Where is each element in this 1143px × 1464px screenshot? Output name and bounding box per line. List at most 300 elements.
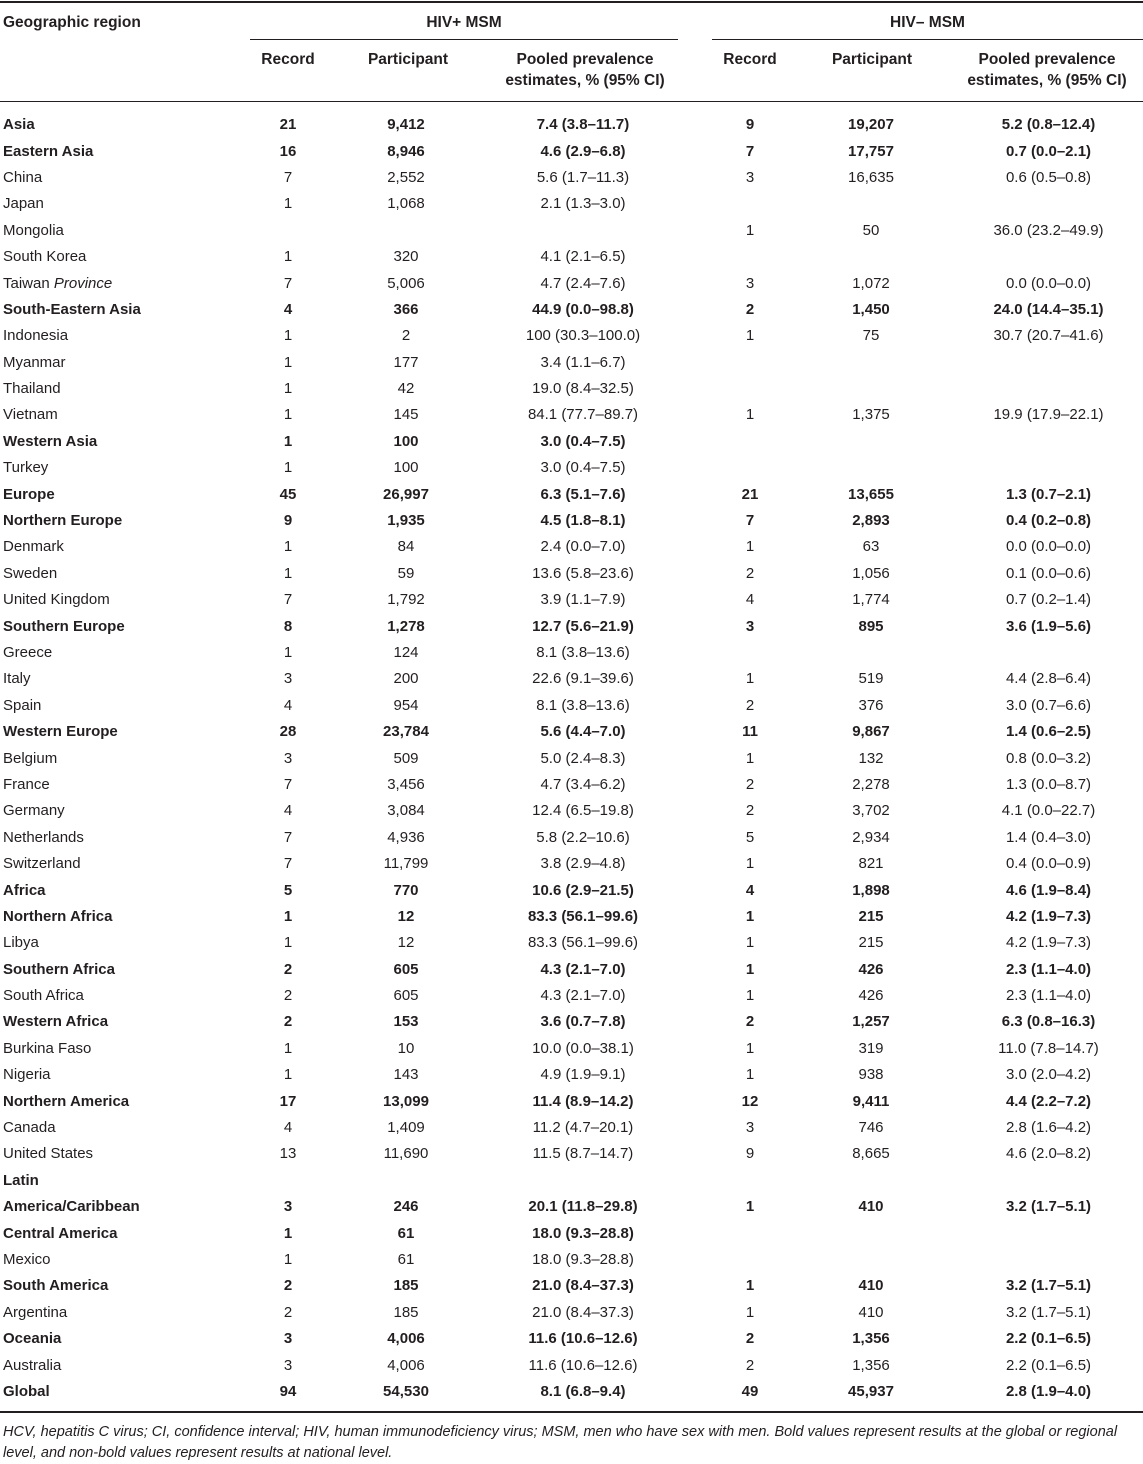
- cell-neg-participant: 9,867: [852, 723, 890, 741]
- table-row: [0, 191, 1143, 217]
- table-row: [0, 930, 1143, 956]
- cell-spacer: [680, 1379, 712, 1405]
- cell-pos-participant: 770: [393, 881, 419, 899]
- cell-neg-participant: 19,207: [848, 116, 894, 134]
- cell-neg-record: 1: [745, 1277, 755, 1295]
- cell-pos-record: 2: [283, 987, 293, 1005]
- cell-region: [0, 508, 250, 534]
- cell-pos-estimate: 83.3 (56.1–99.6): [527, 934, 639, 952]
- table-row: [0, 481, 1143, 507]
- cell-region: [0, 640, 250, 666]
- cell-pos-record: 4: [283, 1119, 293, 1137]
- cell-pos-estimate: 100 (30.3–100.0): [525, 327, 641, 345]
- cell-pos-estimate: 11.4 (8.9–14.2): [532, 1092, 634, 1110]
- cell-spacer: [680, 798, 712, 824]
- header-neg-record: Record: [723, 51, 777, 68]
- cell-pos-record: 21: [279, 116, 297, 134]
- cell-neg-participant: 1,898: [852, 881, 890, 899]
- cell-neg-participant: 8,665: [852, 1145, 890, 1163]
- cell-pos-participant: 100: [393, 459, 419, 477]
- cell-pos-participant: 23,784: [383, 723, 429, 741]
- cell-neg-record: 2: [745, 300, 755, 318]
- cell-spacer: [680, 640, 712, 666]
- cell-pos-estimate: 84.1 (77.7–89.7): [527, 406, 639, 424]
- cell-pos-record: 17: [279, 1092, 297, 1110]
- cell-pos-record: 1: [283, 406, 293, 424]
- region-name: Southern Africa: [3, 960, 115, 978]
- cell-pos-estimate: 13.6 (5.8–23.6): [532, 564, 634, 582]
- cell-spacer: [680, 1088, 712, 1114]
- cell-neg-participant: 1,056: [852, 564, 890, 582]
- cell-neg-record: [712, 1247, 788, 1273]
- cell-neg-estimate: 4.1 (0.0–22.7): [1001, 802, 1096, 820]
- cell-neg-estimate: 24.0 (14.4–35.1): [993, 300, 1104, 318]
- cell-pos-estimate: 6.3 (5.1–7.6): [540, 485, 626, 503]
- table-row: [0, 640, 1143, 666]
- region-name: Burkina Faso: [3, 1039, 92, 1057]
- cell-spacer: [680, 508, 712, 534]
- table-row: [0, 508, 1143, 534]
- cell-pos-estimate: 12.4 (6.5–19.8): [532, 802, 634, 820]
- table-row: [0, 957, 1143, 983]
- table-row: [0, 745, 1143, 771]
- cell-neg-participant: 2,934: [852, 828, 890, 846]
- cell-pos-record: 13: [279, 1145, 297, 1163]
- cell-region: [0, 481, 250, 507]
- cell-neg-participant: 45,937: [848, 1382, 894, 1400]
- cell-pos-record: 1: [283, 1224, 293, 1242]
- cell-neg-participant: [788, 1247, 954, 1273]
- cell-neg-record: 2: [745, 1356, 755, 1374]
- table-row: [0, 429, 1143, 455]
- cell-pos-estimate: 3.6 (0.7–7.8): [540, 1013, 626, 1031]
- cell-neg-estimate: 2.2 (0.1–6.5): [1005, 1356, 1092, 1374]
- cell-region: [0, 429, 250, 455]
- cell-pos-participant: 145: [393, 406, 419, 424]
- cell-spacer: [680, 244, 712, 270]
- cell-neg-estimate: 4.2 (1.9–7.3): [1005, 934, 1092, 952]
- cell-pos-record: 7: [283, 775, 293, 793]
- cell-pos-record: 9: [283, 512, 293, 530]
- cell-region: [0, 719, 250, 745]
- cell-pos-participant: 12: [397, 934, 415, 952]
- region-name: Asia: [3, 116, 35, 134]
- cell-neg-record: 7: [745, 512, 755, 530]
- table-row: [0, 297, 1143, 323]
- cell-pos-estimate: 11.2 (4.7–20.1): [532, 1119, 634, 1137]
- cell-pos-estimate: 4.7 (3.4–6.2): [540, 775, 626, 793]
- cell-spacer: [680, 191, 712, 217]
- cell-neg-record: 4: [745, 591, 755, 609]
- header-pos-pooled-estimates: [488, 49, 682, 91]
- header-pos-pooled-line1: Pooled prevalence: [516, 51, 654, 68]
- cell-pos-record: 2: [283, 960, 293, 978]
- cell-spacer: [680, 112, 712, 138]
- cell-pos-estimate: 2.1 (1.3–3.0): [540, 195, 626, 213]
- cell-pos-participant: 4,006: [387, 1356, 425, 1374]
- cell-spacer: [680, 1326, 712, 1352]
- header-hiv-positive-msm: HIV+ MSM: [426, 14, 502, 31]
- table-row: [0, 1168, 1143, 1194]
- cell-spacer: [680, 455, 712, 481]
- cell-neg-estimate: 1.3 (0.7–2.1): [1005, 485, 1092, 503]
- cell-neg-participant: 410: [858, 1277, 884, 1295]
- cell-pos-estimate: 5.6 (1.7–11.3): [536, 168, 630, 186]
- cell-neg-record: 3: [745, 274, 755, 292]
- cell-spacer: [680, 429, 712, 455]
- cell-pos-record: 1: [283, 248, 293, 266]
- region-name: Denmark: [3, 538, 64, 556]
- cell-neg-participant: 895: [858, 617, 884, 635]
- cell-neg-record: 3: [745, 1119, 755, 1137]
- region-name: Central America: [3, 1224, 118, 1242]
- region-name: Northern Europe: [3, 512, 123, 530]
- cell-neg-estimate: 3.6 (1.9–5.6): [1005, 617, 1092, 635]
- cell-spacer: [680, 481, 712, 507]
- table-row: [0, 666, 1143, 692]
- cell-neg-record: [712, 1220, 788, 1246]
- region-name: Belgium: [3, 749, 58, 767]
- cell-region: [0, 376, 250, 402]
- cell-spacer: [680, 587, 712, 613]
- cell-pos-estimate: 11.6 (10.6–12.6): [528, 1330, 638, 1348]
- cell-neg-estimate: [954, 1247, 1143, 1273]
- cell-neg-record: 1: [745, 327, 755, 345]
- cell-pos-estimate: 18.0 (9.3–28.8): [532, 1224, 634, 1242]
- cell-spacer: [680, 1247, 712, 1273]
- table-row: [0, 693, 1143, 719]
- table-row: [0, 1352, 1143, 1378]
- table-row: [0, 613, 1143, 639]
- cell-pos-estimate: 2.4 (0.0–7.0): [540, 538, 626, 556]
- cell-pos-estimate: 5.0 (2.4–8.3): [540, 749, 626, 767]
- table-row: [0, 165, 1143, 191]
- cell-neg-record: 9: [745, 116, 755, 134]
- cell-pos-estimate: 4.6 (2.9–6.8): [540, 142, 626, 160]
- cell-neg-estimate: 0.4 (0.0–0.9): [1005, 855, 1092, 873]
- cell-neg-participant: [788, 429, 954, 455]
- cell-region: [0, 350, 250, 376]
- cell-region: [0, 957, 250, 983]
- cell-neg-record: 1: [745, 987, 755, 1005]
- table-row: [0, 1273, 1143, 1299]
- cell-neg-participant: 9,411: [852, 1092, 890, 1110]
- cell-region: [0, 402, 250, 428]
- cell-pos-estimate: 8.1 (6.8–9.4): [540, 1382, 626, 1400]
- cell-pos-participant: 26,997: [383, 485, 429, 503]
- cell-pos-estimate: 3.0 (0.4–7.5): [540, 459, 626, 477]
- region-name: Thailand: [3, 380, 61, 398]
- cell-spacer: [680, 376, 712, 402]
- cell-pos-participant: 1,935: [387, 512, 425, 530]
- cell-pos-estimate: 3.0 (0.4–7.5): [540, 432, 626, 450]
- cell-spacer: [680, 297, 712, 323]
- cell-pos-participant: 509: [393, 749, 419, 767]
- cell-region: [0, 983, 250, 1009]
- cell-neg-record: [712, 350, 788, 376]
- cell-pos-estimate: 18.0 (9.3–28.8): [532, 1250, 634, 1268]
- cell-neg-participant: 376: [858, 696, 884, 714]
- cell-neg-estimate: 3.2 (1.7–5.1): [1005, 1303, 1092, 1321]
- cell-pos-record: 1: [283, 538, 293, 556]
- region-name: Latin: [3, 1171, 39, 1189]
- region-name: Africa: [3, 881, 46, 899]
- table-row: [0, 1036, 1143, 1062]
- cell-pos-estimate: 10.6 (2.9–21.5): [532, 881, 634, 899]
- cell-pos-participant: 366: [393, 300, 419, 318]
- cell-neg-record: 21: [741, 485, 759, 503]
- header-hiv-negative-msm: HIV– MSM: [890, 14, 965, 31]
- cell-neg-record: 2: [745, 802, 755, 820]
- region-name: Netherlands: [3, 828, 84, 846]
- cell-pos-record: 8: [283, 617, 293, 635]
- cell-pos-record: 5: [283, 881, 293, 899]
- cell-neg-record: 2: [745, 1330, 755, 1348]
- hiv-negative-group-rule: [712, 39, 1143, 40]
- header-pos-record: Record: [261, 51, 315, 68]
- cell-pos-record: 1: [283, 1039, 293, 1057]
- header-neg-pooled-estimates: [950, 49, 1143, 91]
- table-row: [0, 218, 1143, 244]
- cell-pos-participant: 1,409: [387, 1119, 425, 1137]
- cell-neg-estimate: 0.1 (0.0–0.6): [1005, 564, 1092, 582]
- region-name: Greece: [3, 644, 53, 661]
- cell-region: [0, 1247, 250, 1273]
- cell-neg-participant: 426: [858, 987, 884, 1005]
- cell-pos-estimate: 8.1 (3.8–13.6): [536, 644, 630, 661]
- cell-pos-record: 1: [283, 432, 293, 450]
- hiv-positive-group-rule: [250, 39, 678, 40]
- cell-pos-participant: 8,946: [387, 142, 425, 160]
- cell-pos-estimate: 11.5 (8.7–14.7): [532, 1145, 634, 1163]
- cell-spacer: [680, 851, 712, 877]
- cell-spacer: [680, 323, 712, 349]
- region-name: Oceania: [3, 1330, 62, 1348]
- cell-neg-participant: 132: [858, 749, 884, 767]
- table-row: [0, 402, 1143, 428]
- cell-spacer: [680, 719, 712, 745]
- cell-neg-participant: 63: [862, 538, 880, 556]
- cell-pos-estimate: 3.8 (2.9–4.8): [540, 855, 626, 873]
- cell-pos-estimate: [486, 218, 680, 244]
- cell-spacer: [680, 561, 712, 587]
- cell-pos-estimate: 4.1 (2.1–6.5): [540, 248, 626, 266]
- region-name: China: [3, 168, 43, 186]
- cell-pos-record: 7: [283, 828, 293, 846]
- cell-pos-record: 1: [283, 195, 293, 213]
- cell-neg-estimate: [954, 350, 1143, 376]
- region-name: Libya: [3, 934, 39, 952]
- table-row: [0, 1088, 1143, 1114]
- cell-pos-estimate: 3.9 (1.1–7.9): [540, 591, 626, 609]
- cell-neg-record: 1: [745, 1198, 755, 1216]
- region-name: Mexico: [3, 1250, 51, 1268]
- cell-region: [0, 666, 250, 692]
- cell-pos-record: 1: [283, 644, 293, 661]
- cell-neg-record: 1: [745, 1039, 755, 1057]
- cell-neg-participant: 1,774: [852, 591, 890, 609]
- cell-neg-participant: [788, 1220, 954, 1246]
- cell-neg-estimate: 2.2 (0.1–6.5): [1005, 1330, 1092, 1348]
- cell-spacer: [680, 745, 712, 771]
- cell-spacer: [680, 534, 712, 560]
- cell-pos-participant: [326, 218, 486, 244]
- cell-neg-estimate: 0.4 (0.2–0.8): [1005, 512, 1092, 530]
- cell-pos-estimate: 11.6 (10.6–12.6): [528, 1356, 638, 1374]
- region-suffix: Province: [53, 274, 113, 292]
- table-body: [0, 112, 1143, 1405]
- cell-neg-record: 2: [745, 696, 755, 714]
- cell-pos-participant: 1,792: [387, 591, 425, 609]
- cell-neg-participant: [788, 376, 954, 402]
- region-name: Spain: [3, 696, 42, 714]
- cell-pos-record: 7: [283, 274, 293, 292]
- cell-region: [0, 930, 250, 956]
- cell-pos-participant: 954: [393, 696, 419, 714]
- cell-spacer: [680, 666, 712, 692]
- cell-neg-estimate: 3.2 (1.7–5.1): [1005, 1277, 1092, 1295]
- cell-spacer: [680, 1141, 712, 1167]
- region-name: Australia: [3, 1356, 62, 1374]
- region-name: Southern Europe: [3, 617, 125, 635]
- table-row: [0, 772, 1143, 798]
- cell-pos-record: 3: [283, 1330, 293, 1348]
- cell-pos-participant: 11,799: [383, 855, 429, 873]
- cell-neg-record: [712, 244, 788, 270]
- cell-pos-estimate: [486, 1168, 680, 1194]
- cell-region: [0, 1168, 250, 1194]
- cell-neg-record: [712, 455, 788, 481]
- cell-pos-participant: 320: [393, 248, 419, 266]
- region-name: South Korea: [3, 248, 87, 266]
- cell-neg-estimate: 3.2 (1.7–5.1): [1005, 1198, 1092, 1216]
- table-row: [0, 798, 1143, 824]
- table-row: [0, 455, 1143, 481]
- cell-neg-participant: 1,450: [852, 300, 890, 318]
- cell-neg-estimate: 0.7 (0.2–1.4): [1005, 591, 1092, 609]
- cell-neg-estimate: 1.4 (0.6–2.5): [1005, 723, 1092, 741]
- cell-neg-estimate: 0.0 (0.0–0.0): [1005, 274, 1092, 292]
- table-footnote: HCV, hepatitis C virus; CI, confidence interval; HIV, human immunodeficiency virus; MSM, men who have sex with men. Bold values represent results at the global or regional level, and non-bold values represent results at national level.: [3, 1424, 1118, 1461]
- cell-pos-participant: 61: [397, 1250, 415, 1268]
- cell-neg-participant: 746: [858, 1119, 884, 1137]
- cell-pos-participant: 2: [401, 327, 411, 345]
- cell-neg-participant: 1,257: [852, 1013, 890, 1031]
- cell-pos-estimate: 19.0 (8.4–32.5): [532, 380, 634, 398]
- cell-region: [0, 613, 250, 639]
- cell-region: [0, 112, 250, 138]
- header-neg-participant: Participant: [831, 51, 913, 68]
- cell-pos-estimate: 21.0 (8.4–37.3): [532, 1303, 634, 1321]
- cell-neg-participant: [788, 350, 954, 376]
- cell-region: [0, 1088, 250, 1114]
- cell-neg-participant: 17,757: [848, 142, 894, 160]
- cell-pos-participant: 10: [397, 1039, 415, 1057]
- cell-neg-participant: 1,356: [852, 1356, 890, 1374]
- cell-pos-participant: 246: [393, 1198, 419, 1216]
- cell-pos-participant: 13,099: [383, 1092, 429, 1110]
- region-name: Argentina: [3, 1303, 68, 1321]
- cell-neg-participant: [788, 244, 954, 270]
- cell-neg-record: [712, 376, 788, 402]
- cell-pos-record: 1: [283, 907, 293, 925]
- cell-spacer: [680, 1168, 712, 1194]
- table-row: [0, 244, 1143, 270]
- cell-region: [0, 1009, 250, 1035]
- cell-pos-estimate: 12.7 (5.6–21.9): [532, 617, 634, 635]
- region-name: United Kingdom: [3, 591, 110, 609]
- cell-spacer: [680, 904, 712, 930]
- table-row: [0, 561, 1143, 587]
- table-row: [0, 1300, 1143, 1326]
- header-rule: [0, 101, 1143, 102]
- cell-pos-record: 1: [283, 564, 293, 582]
- cell-neg-record: 3: [745, 617, 755, 635]
- cell-pos-participant: 177: [393, 353, 419, 371]
- cell-pos-record: 4: [283, 802, 293, 820]
- cell-neg-estimate: [954, 1168, 1143, 1194]
- region-name: Western Europe: [3, 723, 118, 741]
- cell-neg-record: 5: [745, 828, 755, 846]
- table-row: [0, 1247, 1143, 1273]
- cell-pos-participant: 605: [393, 987, 419, 1005]
- cell-spacer: [680, 825, 712, 851]
- cell-neg-participant: [788, 1168, 954, 1194]
- cell-neg-record: 1: [745, 406, 755, 424]
- cell-pos-record: 7: [283, 591, 293, 609]
- cell-neg-estimate: 6.3 (0.8–16.3): [1001, 1013, 1096, 1031]
- table-row: [0, 983, 1143, 1009]
- cell-pos-record: 2: [283, 1277, 293, 1295]
- cell-region: [0, 534, 250, 560]
- cell-neg-estimate: 4.6 (2.0–8.2): [1005, 1145, 1092, 1163]
- cell-neg-estimate: 4.2 (1.9–7.3): [1005, 907, 1092, 925]
- cell-region: [0, 455, 250, 481]
- table-row: [0, 904, 1143, 930]
- region-name: United States: [3, 1145, 94, 1163]
- cell-pos-estimate: 7.4 (3.8–11.7): [536, 116, 630, 134]
- cell-neg-record: 49: [741, 1382, 759, 1400]
- cell-pos-estimate: 3.4 (1.1–6.7): [540, 353, 626, 371]
- table-row: [0, 877, 1143, 903]
- header-pos-pooled-line2: estimates, % (95% CI): [505, 72, 665, 89]
- cell-pos-record: [250, 218, 326, 244]
- cell-neg-record: 1: [745, 670, 755, 688]
- cell-pos-record: 45: [279, 485, 297, 503]
- header-pos-participant: Participant: [367, 51, 449, 68]
- cell-pos-estimate: 21.0 (8.4–37.3): [532, 1277, 634, 1295]
- region-name: Nigeria: [3, 1066, 51, 1084]
- cell-spacer: [680, 1115, 712, 1141]
- table-row: [0, 719, 1143, 745]
- cell-pos-estimate: 10.0 (0.0–38.1): [532, 1039, 634, 1057]
- cell-neg-estimate: 1.4 (0.4–3.0): [1005, 828, 1092, 846]
- cell-pos-participant: 11,690: [383, 1145, 429, 1163]
- cell-pos-estimate: 5.6 (4.4–7.0): [540, 723, 626, 741]
- table-row: [0, 1326, 1143, 1352]
- cell-pos-record: 16: [279, 142, 297, 160]
- cell-pos-record: 3: [283, 1356, 293, 1374]
- cell-neg-participant: 215: [858, 907, 884, 925]
- cell-pos-participant: 3,456: [387, 775, 425, 793]
- region-name: Mongolia: [3, 221, 64, 239]
- cell-pos-record: 1: [283, 380, 293, 398]
- cell-neg-estimate: 4.4 (2.2–7.2): [1005, 1092, 1092, 1110]
- region-name: South America: [3, 1277, 109, 1295]
- table-row: [0, 350, 1143, 376]
- cell-neg-estimate: [954, 244, 1143, 270]
- cell-spacer: [680, 877, 712, 903]
